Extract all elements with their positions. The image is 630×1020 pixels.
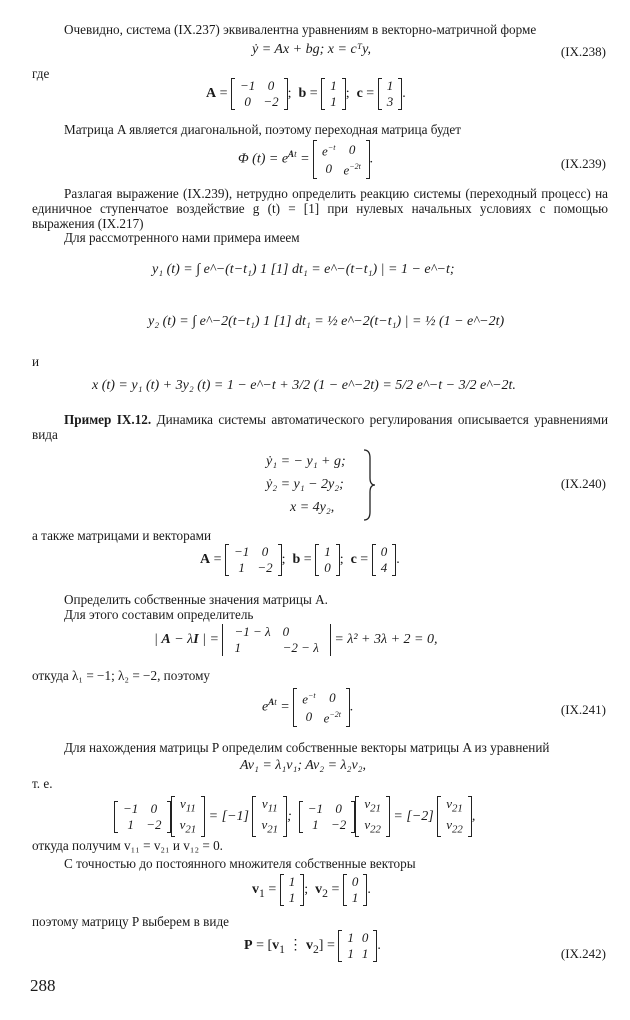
exp-matrix: $e^{-t}$ 0 0 $e^{-2t}$ (293, 688, 350, 727)
paragraph-6: Для этого составим определитель (64, 607, 254, 622)
system-line-2: ẏ₂ = y₁ − 2y₂; (266, 477, 344, 492)
word-where: где (32, 66, 50, 81)
system-line-3: x = 4y₂, (290, 500, 335, 515)
equation-number-241: (IX.241) (560, 702, 606, 717)
example-label: Пример IX.12. (64, 412, 152, 427)
determinant-rhs: = λ² + 3λ + 2 = 0, (334, 632, 438, 648)
matrices-abc: A = −1 0 0 −2 ; b = 1 1 ; c = 1 3 . (206, 78, 406, 109)
paragraph-1: Очевидно, система (IX.237) эквивалентна уравнениям в векторно-матричной форме (64, 22, 537, 37)
equation-239: Φ $(t) = e^{At}$ = $e^{-t}$ 0 0 $e^{-2t}$ . (238, 141, 374, 178)
matrix-P: 1 0 1 1 (338, 930, 377, 962)
matrix-A: −1 0 0 −2 (231, 78, 288, 110)
paragraph-hence: поэтому матрицу P выберем в виде (32, 914, 230, 929)
eigen-systems: −1 0 1 −2 $v_{11}$ $v_{21}$ = [−1] $v_{11}$ $v_{21}$ ; −1 0 1 −2 $v_{21}$ $v_{22}$ = [−2] $v_{21}$ $v_{22}$ , (114, 796, 475, 837)
vector-c-2: 0 4 (372, 544, 397, 576)
word-ie: т. е. (32, 776, 53, 791)
paragraph-8: С точностью до постоянного множителя собственные векторы (64, 856, 416, 871)
example-paragraph (32, 412, 608, 442)
paragraph-whence-2: откуда получим v₁₁ = v₂₁ и v₁₂ = 0. (32, 838, 223, 853)
paragraph-3: Разлагая выражение (IX.239), нетрудно определить реакцию системы (переходный процесс) на единичное ступенчатое воздействие g (t) = [1] при нулевых начальных условиях с помощью выражения (IX.217) (32, 186, 608, 231)
paragraph-2: Матрица A является диагональной, поэтому переходная матрица будет (64, 122, 462, 137)
equation-number-239: (IX.239) (560, 156, 606, 171)
example-text: Динамика системы автоматического регулирования описывается уравнениями вида (32, 412, 608, 442)
system-line-1: ẏ₁ = − y₁ + g; (266, 454, 346, 469)
paragraph-5: Определить собственные значения матрицы A. (64, 592, 328, 607)
equation-number-242: (IX.242) (560, 946, 606, 961)
determinant: −1 − λ 0 1 −2 − λ (222, 624, 330, 656)
eigen-vectors: $v_1$ = 1 1 ; $v_2$ = 0 1 . (252, 874, 371, 905)
equation-242: $P = [v_1$ ⋮ $v_2$] = 1 0 1 1 . (244, 930, 381, 961)
right-brace-icon (362, 448, 376, 522)
paragraph-whence: откуда λ₁ = −1; λ₂ = −2, поэтому (32, 668, 211, 683)
equation-241: $e^{At}$ = $e^{-t}$ 0 0 $e^{-2t}$ . (262, 689, 354, 726)
page-number: 288 (30, 976, 56, 995)
paragraph-4: Для рассмотренного нами примера имеем (64, 230, 300, 245)
matrices-abc-2: A = −1 0 1 −2 ; b = 1 0 ; c = 0 4 . (200, 544, 400, 575)
vector-c: 1 3 (378, 78, 403, 110)
vector-b: 1 1 (321, 78, 346, 110)
vector-b-2: 1 0 (315, 544, 340, 576)
matrix-A-2: −1 0 1 −2 (225, 544, 282, 576)
paragraph-also: а также матрицами и векторами (32, 528, 211, 543)
word-and: и (32, 354, 40, 369)
paragraph-7: Для нахождения матрицы P определим собственные векторы матрицы A из уравнений (64, 740, 550, 755)
transition-matrix: $e^{-t}$ 0 0 $e^{-2t}$ (313, 140, 370, 179)
determinant-equation: | A − λI | = −1 − λ 0 1 −2 − λ = λ² + 3λ + 2 = 0, (154, 624, 438, 655)
equation-238: ẏ = Ax + bg; x = cᵀy, (252, 42, 372, 57)
equation-y2: y₂ (t) = ∫ e^−2(t−t₁) 1 [1] dt₁ = ½ e^−2(t−t₁) | = ½ (1 − e^−2t) (148, 314, 505, 329)
equation-number-240: (IX.240) (560, 476, 606, 491)
equation-y1: y₁ (t) = ∫ e^−(t−t₁) 1 [1] dt₁ = e^−(t−t₁) | = 1 − e^−t; (152, 262, 455, 277)
equation-xt: x (t) = y₁ (t) + 3y₂ (t) = 1 − e^−t + 3/2 (1 − e^−2t) = 5/2 e^−t − 3/2 e^−2t. (92, 378, 516, 393)
eigen-equation: Av₁ = λ₁v₁; Av₂ = λ₂v₂, (240, 758, 367, 773)
equation-number-238: (IX.238) (560, 44, 606, 59)
